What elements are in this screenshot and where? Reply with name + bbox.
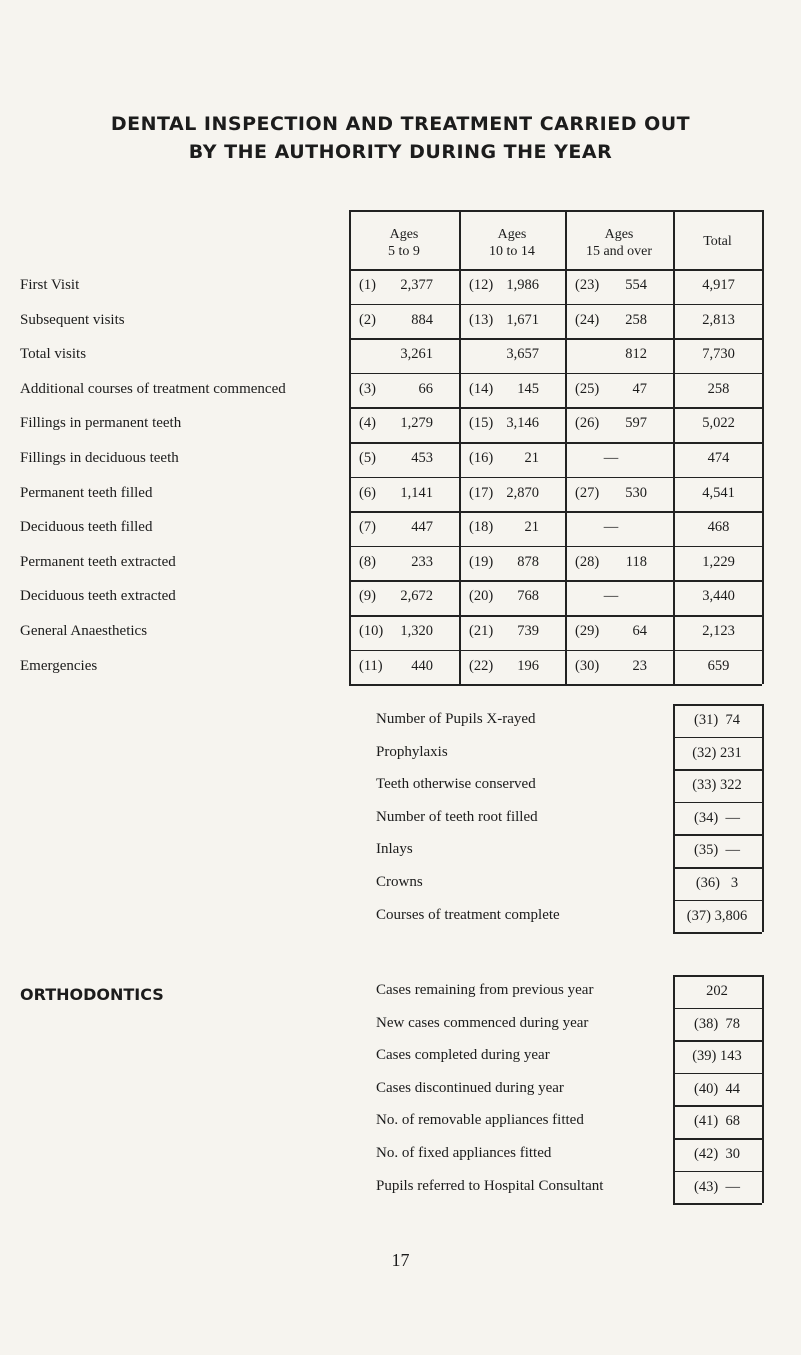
page-number: 17 bbox=[391, 1250, 410, 1270]
row-label: Number of teeth root filled bbox=[376, 808, 538, 825]
table-hline bbox=[349, 442, 762, 444]
row-label: General Anaesthetics bbox=[20, 623, 148, 639]
table-vline bbox=[349, 210, 351, 684]
table-vline bbox=[565, 210, 567, 684]
cell-code: (2) bbox=[359, 311, 376, 328]
row-value: (37) 3,806 bbox=[686, 907, 748, 924]
table-hline bbox=[673, 1171, 762, 1173]
cell-value: 21 bbox=[524, 519, 539, 536]
cell-code: (29) bbox=[575, 623, 600, 639]
table-cell bbox=[575, 346, 647, 363]
cell-code: (26) bbox=[575, 415, 600, 432]
row-label: Subsequent visits bbox=[20, 311, 125, 328]
cell-code: (21) bbox=[469, 623, 494, 639]
row-label: Fillings in permanent teeth bbox=[20, 415, 182, 432]
table-cell bbox=[469, 658, 539, 675]
table-cell bbox=[359, 658, 433, 675]
total-cell: 2,123 bbox=[702, 623, 735, 639]
column-header bbox=[459, 226, 565, 260]
table-cell bbox=[359, 588, 433, 605]
row-label: Pupils referred to Hospital Consultant bbox=[376, 1177, 604, 1194]
cell-value: 47 bbox=[632, 380, 647, 397]
cell-code: (7) bbox=[359, 519, 376, 536]
cell-value: — bbox=[603, 519, 619, 536]
table-cell bbox=[359, 450, 433, 467]
row-label: Additional courses of treatment commenced bbox=[20, 380, 286, 397]
cell-value: 440 bbox=[411, 657, 433, 674]
cell-code: (14) bbox=[469, 380, 494, 397]
cell-value: 2,377 bbox=[400, 277, 433, 293]
orthodontics-heading: ORTHODONTICS bbox=[20, 985, 164, 1004]
cell-value: 3,657 bbox=[506, 346, 539, 363]
table-cell bbox=[575, 485, 647, 502]
table-hline bbox=[673, 802, 762, 804]
total-cell: 4,541 bbox=[702, 484, 735, 501]
row-value: 202 bbox=[706, 983, 728, 999]
cell-value: 447 bbox=[411, 519, 433, 536]
table-cell bbox=[575, 623, 647, 640]
table-hline bbox=[673, 1203, 762, 1205]
cell-value: 530 bbox=[625, 484, 647, 501]
table-cell bbox=[359, 346, 433, 363]
table-hline bbox=[349, 511, 762, 513]
cell-value: 2,672 bbox=[400, 588, 433, 605]
row-label: Cases discontinued during year bbox=[376, 1079, 564, 1096]
table-hline bbox=[349, 269, 762, 271]
row-value: (42) 30 bbox=[694, 1146, 740, 1162]
table-cell bbox=[575, 588, 647, 605]
cell-value: — bbox=[603, 588, 619, 605]
table-hline bbox=[349, 546, 762, 548]
table-hline bbox=[673, 867, 762, 869]
column-header-line1: Ages bbox=[497, 227, 527, 242]
table-cell bbox=[469, 312, 539, 329]
total-cell: 474 bbox=[707, 450, 730, 466]
total-cell: 659 bbox=[707, 657, 730, 674]
table-cell bbox=[575, 450, 647, 467]
cell-code: (13) bbox=[469, 311, 494, 328]
cell-value: 66 bbox=[418, 380, 433, 397]
column-header bbox=[349, 226, 459, 260]
cell-value: 812 bbox=[625, 346, 647, 363]
row-label: Number of Pupils X-rayed bbox=[376, 711, 536, 727]
table-hline bbox=[349, 304, 762, 306]
table-hline bbox=[349, 210, 762, 212]
row-label: Inlays bbox=[376, 841, 413, 858]
table-cell bbox=[469, 450, 539, 467]
cell-value: 878 bbox=[517, 553, 539, 570]
cell-value: 64 bbox=[632, 623, 647, 639]
table-cell bbox=[469, 519, 539, 536]
row-value: (34) — bbox=[694, 809, 740, 826]
table-cell bbox=[469, 485, 539, 502]
cell-value: 258 bbox=[625, 311, 647, 328]
cell-code: (1) bbox=[359, 277, 376, 293]
table-cell bbox=[575, 658, 647, 675]
page-title: DENTAL INSPECTION AND TREATMENT CARRIED OUT bbox=[110, 113, 691, 135]
table-cell bbox=[575, 277, 647, 294]
table-hline bbox=[673, 932, 762, 934]
cell-code: (28) bbox=[575, 553, 600, 570]
table-hline bbox=[349, 407, 762, 409]
total-cell: 7,730 bbox=[702, 346, 735, 363]
table-cell bbox=[469, 346, 539, 363]
column-header-line1: Ages bbox=[389, 227, 419, 242]
column-header bbox=[565, 226, 673, 260]
cell-code: (15) bbox=[469, 415, 494, 432]
cell-code: (8) bbox=[359, 553, 376, 570]
cell-value: 3,146 bbox=[506, 415, 539, 432]
cell-code: (17) bbox=[469, 484, 494, 501]
cell-code: (30) bbox=[575, 657, 600, 674]
row-label: Deciduous teeth extracted bbox=[20, 588, 176, 605]
table-hline bbox=[349, 338, 762, 340]
table-cell bbox=[469, 381, 539, 398]
row-label: New cases commenced during year bbox=[376, 1014, 589, 1031]
table-hline bbox=[673, 1040, 762, 1042]
row-label: No. of removable appliances fitted bbox=[376, 1112, 584, 1129]
table-vline bbox=[762, 975, 764, 1203]
row-value: (38) 78 bbox=[694, 1015, 740, 1032]
cell-value: — bbox=[603, 450, 619, 466]
total-cell: 4,917 bbox=[702, 277, 735, 293]
cell-value: 1,320 bbox=[400, 623, 433, 639]
cell-code: (18) bbox=[469, 519, 494, 536]
cell-value: 453 bbox=[411, 450, 433, 466]
row-label: Total visits bbox=[20, 346, 87, 363]
row-label: Deciduous teeth filled bbox=[20, 519, 153, 536]
table-cell bbox=[359, 415, 433, 432]
cell-code: (4) bbox=[359, 415, 376, 432]
table-cell bbox=[359, 623, 433, 640]
table-hline bbox=[673, 1073, 762, 1075]
table-cell bbox=[575, 519, 647, 536]
cell-value: 3,261 bbox=[400, 346, 433, 363]
table-hline bbox=[349, 650, 762, 652]
table-cell bbox=[469, 623, 539, 640]
cell-value: 2,870 bbox=[506, 484, 539, 501]
table-cell bbox=[575, 312, 647, 329]
cell-value: 739 bbox=[517, 623, 539, 639]
table-hline bbox=[673, 737, 762, 739]
column-header-line2: 5 to 9 bbox=[388, 244, 420, 259]
table-hline bbox=[673, 1138, 762, 1140]
row-value: (41) 68 bbox=[694, 1113, 740, 1130]
table-cell bbox=[575, 381, 647, 398]
cell-code: (27) bbox=[575, 484, 600, 501]
table-cell bbox=[359, 277, 433, 294]
cell-value: 1,279 bbox=[400, 415, 433, 432]
cell-code: (11) bbox=[359, 657, 383, 674]
total-cell: 468 bbox=[707, 519, 730, 536]
table-cell bbox=[359, 519, 433, 536]
row-value: (40) 44 bbox=[694, 1080, 740, 1097]
row-label: Crowns bbox=[376, 874, 423, 890]
cell-code: (6) bbox=[359, 484, 376, 501]
cell-value: 1,986 bbox=[506, 277, 539, 293]
table-cell bbox=[359, 312, 433, 329]
row-value: (35) — bbox=[694, 842, 740, 859]
cell-value: 597 bbox=[625, 415, 647, 432]
cell-code: (10) bbox=[359, 623, 384, 639]
table-cell bbox=[469, 588, 539, 605]
row-label: First Visit bbox=[20, 277, 80, 293]
column-header-line1: Ages bbox=[604, 227, 634, 242]
table-hline bbox=[673, 769, 762, 771]
table-cell bbox=[359, 554, 433, 571]
row-label: Permanent teeth extracted bbox=[20, 553, 176, 570]
page-subtitle: BY THE AUTHORITY DURING THE YEAR bbox=[188, 141, 613, 163]
table-cell bbox=[469, 277, 539, 294]
cell-value: 23 bbox=[632, 657, 647, 674]
table-hline bbox=[673, 975, 762, 977]
column-header-line2: 15 and over bbox=[585, 244, 653, 259]
table-hline bbox=[673, 704, 762, 706]
row-value: (39) 143 bbox=[692, 1048, 742, 1065]
cell-value: 1,141 bbox=[400, 484, 433, 501]
row-value: (36) 3 bbox=[695, 875, 739, 891]
row-value: (32) 231 bbox=[692, 744, 742, 761]
table-cell bbox=[469, 415, 539, 432]
row-value: (33) 322 bbox=[692, 777, 742, 794]
row-label: No. of fixed appliances fitted bbox=[376, 1145, 552, 1161]
table-cell bbox=[469, 554, 539, 571]
cell-value: 145 bbox=[517, 380, 539, 397]
row-value: (31) 74 bbox=[694, 712, 740, 728]
table-cell bbox=[575, 415, 647, 432]
total-cell: 1,229 bbox=[702, 553, 735, 570]
table-hline bbox=[673, 834, 762, 836]
table-hline bbox=[349, 684, 762, 686]
table-hline bbox=[673, 1105, 762, 1107]
table-cell bbox=[359, 381, 433, 398]
row-value: (43) — bbox=[694, 1178, 740, 1195]
cell-value: 233 bbox=[411, 553, 433, 570]
column-header bbox=[673, 233, 762, 250]
table-cell bbox=[575, 554, 647, 571]
total-cell: 3,440 bbox=[702, 588, 735, 605]
row-label: Prophylaxis bbox=[376, 743, 448, 760]
cell-value: 118 bbox=[625, 553, 647, 570]
cell-code: (24) bbox=[575, 311, 600, 328]
cell-value: 21 bbox=[524, 450, 539, 466]
cell-value: 768 bbox=[517, 588, 539, 605]
cell-code: (19) bbox=[469, 553, 494, 570]
table-cell bbox=[359, 485, 433, 502]
total-cell: 258 bbox=[707, 380, 730, 397]
table-vline bbox=[762, 704, 764, 932]
table-vline bbox=[459, 210, 461, 684]
row-label: Teeth otherwise conserved bbox=[376, 776, 536, 793]
cell-code: (23) bbox=[575, 277, 600, 293]
table-hline bbox=[349, 477, 762, 479]
row-label: Cases remaining from previous year bbox=[376, 982, 594, 998]
cell-code: (20) bbox=[469, 588, 494, 605]
column-header-line2: 10 to 14 bbox=[489, 244, 535, 259]
total-cell: 2,813 bbox=[702, 311, 735, 328]
row-label: Fillings in deciduous teeth bbox=[20, 450, 179, 466]
cell-value: 884 bbox=[411, 311, 433, 328]
cell-value: 1,671 bbox=[506, 311, 539, 328]
total-cell: 5,022 bbox=[702, 415, 735, 432]
table-hline bbox=[349, 373, 762, 375]
table-hline bbox=[673, 900, 762, 902]
table-hline bbox=[673, 1008, 762, 1010]
table-hline bbox=[349, 615, 762, 617]
column-header-line1: Total bbox=[703, 234, 732, 249]
row-label: Courses of treatment complete bbox=[376, 906, 560, 923]
cell-value: 196 bbox=[517, 657, 539, 674]
table-hline bbox=[349, 580, 762, 582]
cell-code: (12) bbox=[469, 277, 494, 293]
row-label: Cases completed during year bbox=[376, 1047, 550, 1064]
cell-value: 554 bbox=[625, 277, 647, 293]
cell-code: (3) bbox=[359, 380, 376, 397]
row-label: Permanent teeth filled bbox=[20, 484, 153, 501]
cell-code: (5) bbox=[359, 450, 376, 466]
cell-code: (9) bbox=[359, 588, 376, 605]
cell-code: (25) bbox=[575, 380, 600, 397]
cell-code: (16) bbox=[469, 450, 494, 466]
row-label: Emergencies bbox=[20, 657, 98, 674]
cell-code: (22) bbox=[469, 657, 494, 674]
